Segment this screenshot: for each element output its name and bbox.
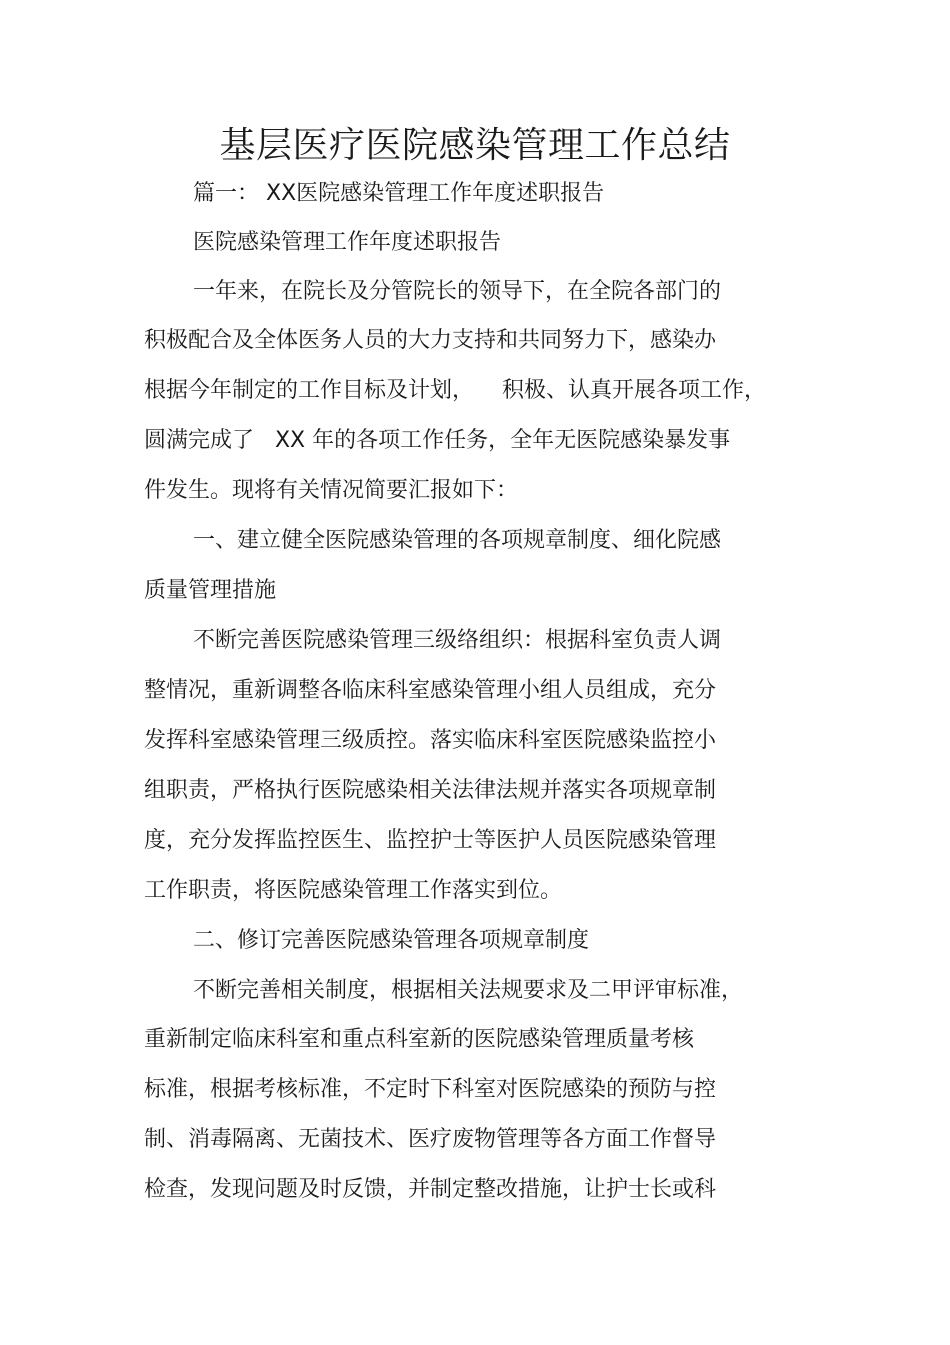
- body-line: 度，充分发挥监控医生、监控护士等医护人员医院感染管理: [144, 828, 717, 853]
- body-line: 标准，根据考核标准，不定时下科室对医院感染的预防与控: [144, 1077, 717, 1102]
- body-line: 工作职责，将医院感染管理工作落实到位。: [144, 878, 563, 903]
- section-heading-cont: 质量管理措施: [144, 578, 277, 603]
- body-line: 根据今年制定的工作目标及计划， 积极、认真开展各项工作，: [144, 378, 766, 403]
- section-heading: 一、建立健全医院感染管理的各项规章制度、细化院感: [193, 528, 722, 553]
- body-line: 重新制定临床科室和重点科室新的医院感染管理质量考核: [144, 1027, 695, 1052]
- section-heading: 二、修订完善医院感染管理各项规章制度: [193, 928, 590, 953]
- body-line: 积极配合及全体医务人员的大力支持和共同努力下，感染办: [144, 328, 717, 353]
- report-heading: 医院感染管理工作年度述职报告: [193, 230, 502, 255]
- body-line: 组职责，严格执行医院感染相关法律法规并落实各项规章制: [144, 778, 717, 803]
- body-line: 整情况，重新调整各临床科室感染管理小组人员组成，充分: [144, 678, 717, 703]
- subtitle-line: 篇一： XX医院感染管理工作年度述职报告: [193, 181, 605, 206]
- body-line: 不断完善相关制度，根据相关法规要求及二甲评审标准，: [193, 978, 744, 1003]
- body-line: 检查，发现问题及时反馈，并制定整改措施，让护士长或科: [144, 1177, 717, 1202]
- body-line: 件发生。现将有关情况简要汇报如下：: [144, 478, 519, 503]
- body-line: 不断完善医院感染管理三级络组织：根据科室负责人调: [193, 628, 722, 653]
- document-title: 基层医疗医院感染管理工作总结: [219, 125, 731, 166]
- body-line: 一年来，在院长及分管院长的领导下，在全院各部门的: [193, 279, 722, 304]
- body-line: 发挥科室感染管理三级质控。落实临床科室医院感染监控小: [144, 728, 717, 753]
- body-line: 制、消毒隔离、无菌技术、医疗废物管理等各方面工作督导: [144, 1127, 717, 1152]
- body-line: 圆满完成了 XX 年的各项工作任务，全年无医院感染暴发事: [144, 428, 731, 453]
